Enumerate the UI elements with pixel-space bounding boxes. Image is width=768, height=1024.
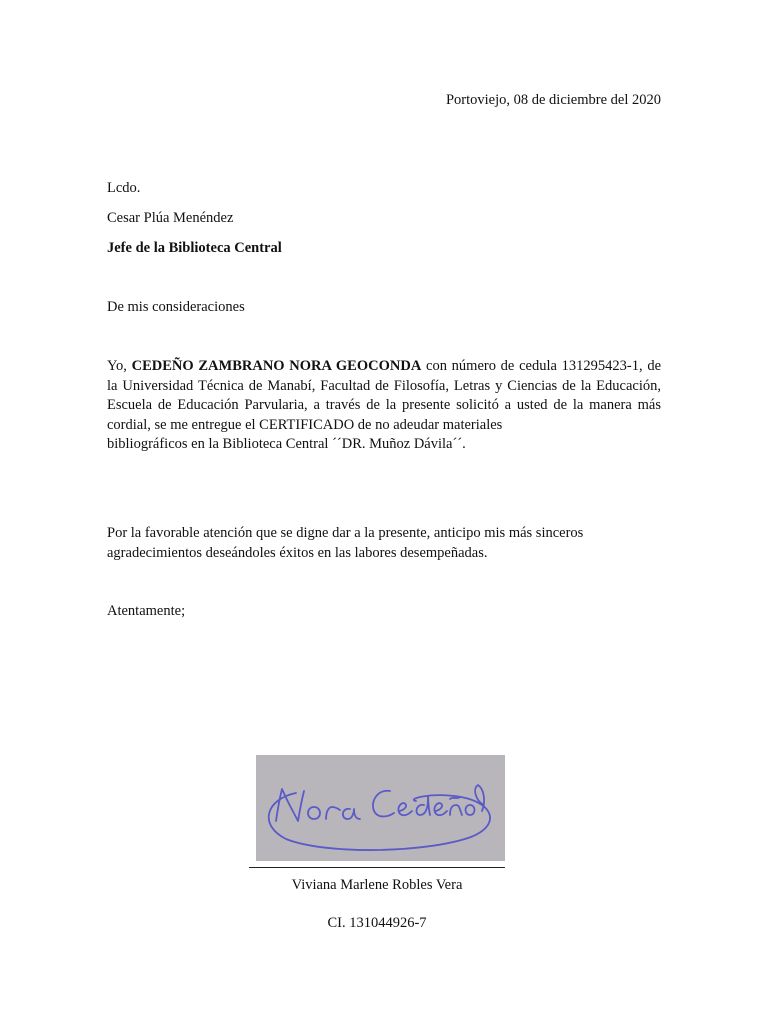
body-thanks-last-line: agradecimientos deseándoles éxitos en las labores desempeñadas.	[107, 544, 488, 561]
greeting: De mis consideraciones	[107, 299, 245, 315]
recipient-title: Lcdo.	[107, 180, 141, 196]
signature-line	[249, 867, 505, 868]
signature-image	[256, 755, 505, 861]
body-thanks-text: Por la favorable atención que se digne dar a la presente, anticipo mis más sinceros	[107, 525, 584, 541]
body-request-last-line: bibliográficos en la Biblioteca Central ´´DR. Muñoz Dávila´´.	[107, 436, 466, 452]
handwritten-signature	[256, 755, 505, 861]
body-paragraph-request	[107, 357, 661, 455]
recipient-name: Cesar Plúa Menéndez	[107, 210, 234, 226]
closing: Atentamente;	[107, 603, 186, 619]
recipient-role: Jefe de la Biblioteca Central	[107, 240, 282, 256]
body-request-text: con número de cedula 131295423-1, de la Universidad Técnica de Manabí, Facultad de Filosofía, Letras y Ciencias de la Educación, Escuela de Educación Parvularia, a través de la presente solicitó a usted de la manera más cordial, se me entregue el CERTIFICADO de no adeudar materiales	[107, 358, 661, 433]
letter-date: Portoviejo, 08 de diciembre del 2020	[445, 92, 661, 108]
body-paragraph-thanks	[107, 524, 661, 563]
signer-id: CI. 131044926-7	[327, 915, 427, 931]
body-prefix: Yo,	[107, 358, 132, 374]
applicant-name: CEDEÑO ZAMBRANO NORA GEOCONDA	[131, 358, 422, 374]
signer-name: Viviana Marlene Robles Vera	[291, 877, 463, 893]
